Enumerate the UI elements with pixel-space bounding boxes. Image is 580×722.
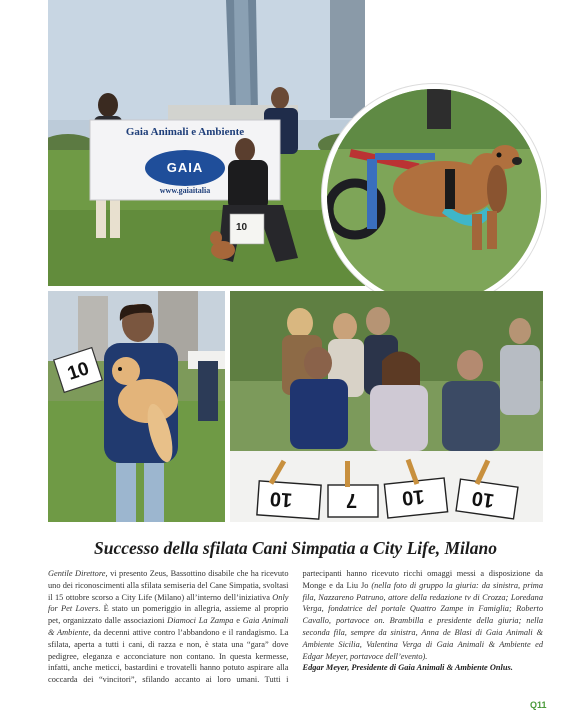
page-number: Q11 [530,700,547,710]
photo-dachshund-wheelchair [322,84,546,308]
body-segment: . È stato un pomeriggio in allegria, assieme al proprio pet, organizzato dalle associazioni [48,604,289,626]
body-segment: vi presento Zeus, Bassottino disabile che ha ricevuto uno dei riconoscimenti alla sfilata semiseria del Cane Simpatia, svoltasi il 15 ottobre scorso a City Life (Milano) all’interno dell’iniziativa [48,569,289,602]
article-title: Successo della sfilata Cani Simpatia a City Life, Milano [93,538,497,558]
body-segment: Gentile Direttore, [48,569,108,578]
body-segment: Gaia Animali & Ambiente [48,616,289,637]
banner-logo: GAIA [166,160,204,175]
top-number-sign: 10 [236,222,248,233]
body-segment: Diamoci La Zampa [167,616,234,626]
jury-sign-3: 10 [400,484,426,510]
jury-sign-1: 10 [269,487,293,511]
article-signature: Edgar Meyer, Presidente di Gaia Animali & Ambiente Onlus. [302,663,513,673]
photo-jury-group [230,291,543,522]
jury-sign-2: 7 [346,489,358,511]
left-number-sign: 10 [65,358,92,385]
photo-event-banner [48,0,365,286]
body-segment: Only for Pet Lovers [48,592,289,614]
body-segment: e [233,616,243,626]
banner-title: Gaia Animali e Ambiente [125,126,245,138]
article-body [48,568,543,714]
photo-man-with-dog [48,291,225,522]
jury-sign-4: 10 [470,486,496,512]
banner-url: www.gaiaitalia [159,186,211,195]
body-segment: , da decenni attive contro l’abbandono e il randagismo. La sfilata, aperta a tutti i cani, di razza e non, è stata una “gara” dove pedigree, eleganza e acconciature non contano. In questa kermesse, infatti, anche meticci, bastardini e trovatelli hanno potuto aspirare alla coccarda dei “vincitori”, sfilando accanto ai loro umani. Tutti i partecipanti hanno ricevuto ricchi omaggi messi a disposizione da Monge e da Liu Jo [48,569,543,685]
body-segment: (nella foto di gruppo la giuria: da sinistra, prima fila, Nazzareno Patruno, attore della redazione tv di Crozza; Loredana Verga, fondatrice del portale Quattro Zampe in Famiglia; Roberto Cavallo, portavoce on. Brambilla e presidente della giuria; nella seconda fila, sempre da sinistra, Anna de Blasi di Gaia Animali & Ambiente Sicilia, Valentina Verga di Gaia Animali & Ambiente ed Edgar Meyer, portavoce dell’evento). [302,580,543,661]
